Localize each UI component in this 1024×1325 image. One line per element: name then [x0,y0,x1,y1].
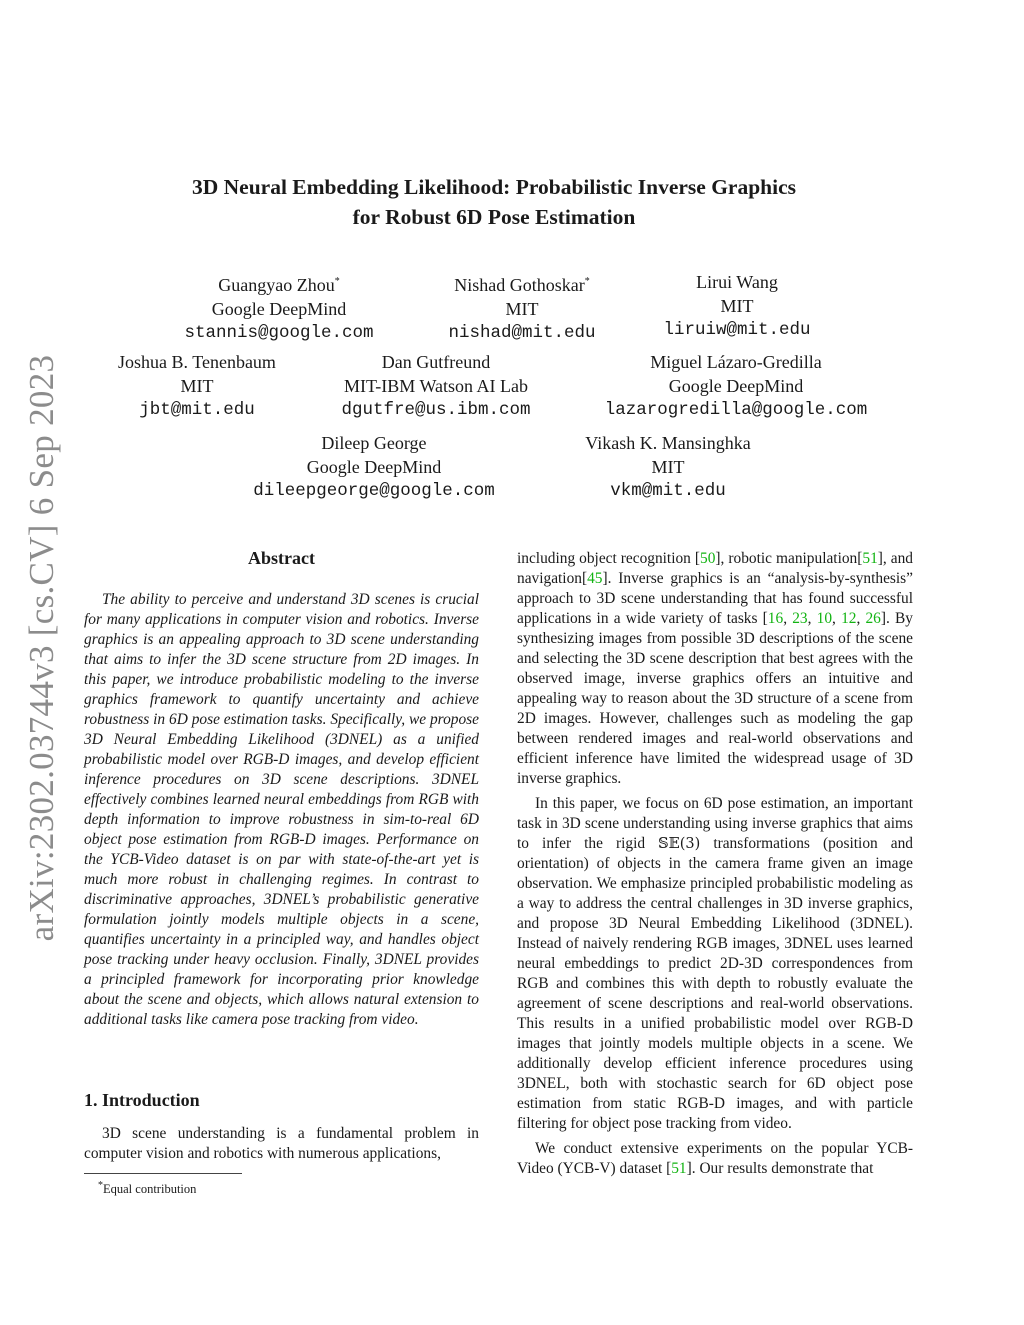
footnote-text: Equal contribution [103,1182,197,1197]
author-affiliation: MIT [720,296,754,316]
equal-contribution-mark: * [334,276,340,287]
author-name: Joshua B. Tenenbaum [118,352,276,372]
paragraph: We conduct extensive experiments on the popular YCB-Video (YCB-V) dataset [51]. Our results demonstrate that [517,1140,913,1177]
citation-link[interactable]: 10 [816,610,833,627]
citation-link[interactable]: 23 [792,610,808,627]
paper-title-line-1: 3D Neural Embedding Likelihood: Probabilistic Inverse Graphics [191,175,797,199]
author-name: Guangyao Zhou [218,275,335,295]
author-email[interactable]: lazarogredilla@google.com [604,400,868,420]
author-block [637,270,837,342]
citation-link[interactable]: 51 [671,1160,687,1177]
author-affiliation: MIT-IBM Watson AI Lab [343,376,529,396]
citation-link[interactable]: 16 [767,610,784,627]
author-affiliation: Google DeepMind [306,457,442,477]
section-heading-introduction: 1. Introduction [84,1090,200,1110]
introduction-paragraph: 3D scene understanding is a fundamental problem in computer vision and robotics with numerous applications, [84,1125,479,1162]
author-name: Dileep George [321,433,427,453]
footnote-divider [84,1173,242,1174]
author-affiliation: Google DeepMind [211,299,347,319]
author-name: Vikash K. Mansinghka [585,433,751,453]
arxiv-identifier-stamp: arXiv:2302.03744v3 [cs.CV] 6 Sep 2023 [22,354,61,942]
author-email[interactable]: dileepgeorge@google.com [253,481,495,501]
author-block [224,431,524,503]
citation-link[interactable]: 50 [700,550,716,567]
right-column-body [517,549,913,1179]
author-affiliation: MIT [651,457,685,477]
author-affiliation: Google DeepMind [668,376,804,396]
author-name: Miguel Lázaro-Gredilla [650,352,822,372]
author-email[interactable]: stannis@google.com [184,323,374,343]
author-affiliation: MIT [505,299,539,319]
author-block [154,270,404,345]
author-email[interactable]: nishad@mit.edu [448,323,596,343]
paper-title-line-2: for Robust 6D Pose Estimation [352,205,636,229]
abstract-body [84,590,479,1030]
introduction-body [84,1124,479,1164]
author-name: Lirui Wang [696,272,778,292]
author-email[interactable]: liruiw@mit.edu [663,320,811,340]
author-affiliation: MIT [180,376,214,396]
author-block [316,350,556,422]
author-block [558,431,778,503]
author-name: Dan Gutfreund [381,352,491,372]
author-name: Nishad Gothoskar [454,275,585,295]
author-email[interactable]: jbt@mit.edu [139,400,255,420]
abstract-heading: Abstract [248,548,315,568]
citation-link[interactable]: 51 [862,550,878,567]
footnote [98,1178,196,1197]
citation-link[interactable]: 26 [865,610,881,627]
paragraph: In this paper, we focus on 6D pose estimation, an important task in 3D scene understanding using inverse graphics that aims to infer the rigid 𝕊𝔼(3) transformations (position and orientation) of objects in the camera frame given an image observation. We emphasize principled probabilistic modeling as a way to address the central challenges in 3D inverse graphics, and propose 3D Neural Embedding Likelihood (3DNEL). Instead of naively rendering RGB images, 3DNEL uses learned neural embeddings to predict 2D-3D correspondences from RGB and combines this with depth to robustly evaluate the agreement of scene descriptions and real-world observations. This results in a unified probabilistic model over RGB-D images that jointly models multiple objects in a scene. We additionally develop efficient inference procedures using 3DNEL, both with stochastic search for 6D object pose estimation from static RGB-D images, and with particle filtering for object pose tracking from video. [517,795,913,1132]
math-se3: 𝕊𝔼(3) [658,836,701,852]
equal-contribution-mark: * [584,276,590,287]
paragraph: including object recognition [50], robotic manipulation[51], and navigation[45]. Inverse graphics is an “analysis-by-synthesis” approach to 3D scene understanding that has found successful applications in a wide variety of tasks [16, 23, 10, 12, 26]. By synthesizing images from possible 3D descriptions of the scene and selecting the 3D scene description that best agrees with the observed image, inverse graphics offers an intuitive and appealing way to reason about the 3D structure of a scene from 2D images. However, challenges such as modeling the gap between rendered images and real-world observations and efficient inference have limited the widespread usage of 3D inverse graphics. [517,550,913,787]
citation-link[interactable]: 45 [587,570,603,587]
footnote-mark: * [98,1180,103,1191]
author-email[interactable]: vkm@mit.edu [610,481,726,501]
author-block [97,350,297,422]
abstract-paragraph: The ability to perceive and understand 3D scenes is crucial for many applications in computer vision and robotics. Inverse graphics is an appealing approach to 3D scene understanding that aims to infer the 3D scene structure from 2D images. In this paper, we introduce probabilistic modeling to the inverse graphics framework to quantify uncertainty and achieve robustness in 6D pose estimation tasks. Specifically, we propose 3D Neural Embedding Likelihood (3DNEL) as a unified probabilistic model over RGB-D images, and develop efficient inference procedures on 3D scene descriptions. 3DNEL effectively combines learned neural embeddings from RGB with depth information to improve robustness in sim-to-real 6D object pose estimation from RGB-D images. Performance on the YCB-Video dataset is on par with state-of-the-art yet is much more robust in challenging regimes. In contrast to discriminative approaches, 3DNEL’s probabilistic generative formulation jointly models multiple objects in a scene, quantifies uncertainty in a principled way, and handles object pose tracking under heavy occlusion. Finally, 3DNEL provides a principled framework for incorporating prior knowledge about the scene and objects, which allows natural extension to additional tasks like camera pose tracking from video. [84,591,479,1028]
author-block [412,270,632,345]
author-email[interactable]: dgutfre@us.ibm.com [341,400,531,420]
author-block [576,350,896,422]
citation-link[interactable]: 12 [841,610,857,627]
